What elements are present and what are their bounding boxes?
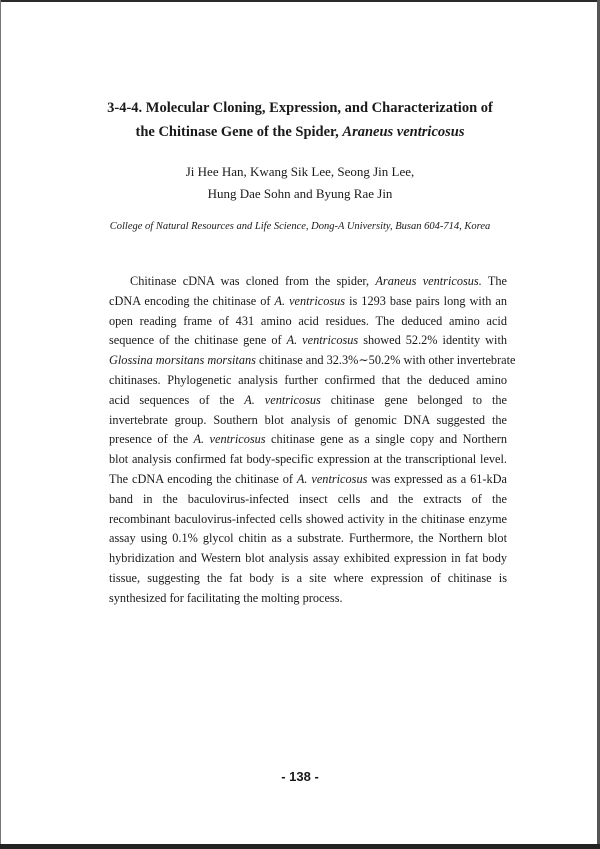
- abstract-line: [109, 589, 507, 609]
- author-list: [120, 161, 480, 205]
- abstract-italic-text: A. ventricosus: [286, 333, 359, 348]
- title-line-2-text: the Chitinase Gene of the Spider,: [135, 124, 343, 140]
- affiliation: College of Natural Resources and Life Science, Dong-A University, Busan 604-714, Korea: [109, 221, 491, 232]
- abstract-text: presence of the: [109, 432, 194, 447]
- abstract-text: blot analysis confirmed fat body-specific expression at the transcriptional level.: [109, 452, 507, 467]
- scan-border-top: [0, 0, 600, 2]
- abstract-line: [109, 312, 507, 332]
- abstract-text: recombinant baculovirus-infected cells showed activity in the chitinase enzyme: [109, 511, 507, 526]
- abstract-line: [109, 549, 507, 569]
- abstract-line: [109, 331, 507, 351]
- abstract-text: hybridization and Western blot analysis assay exhibited expression in fat body: [109, 551, 507, 566]
- abstract-text: chitinase gene belonged to the: [320, 392, 507, 407]
- abstract-text: The: [481, 274, 507, 288]
- abstract-line: [109, 371, 507, 391]
- scan-border-left: [0, 0, 1, 849]
- abstract-text: was expressed as a 61-kDa: [367, 471, 508, 486]
- abstract: [109, 272, 516, 609]
- abstract-italic-text: A. ventricosus: [193, 432, 266, 447]
- abstract-line: [109, 411, 507, 431]
- title-line-2: [60, 120, 540, 144]
- title-line-1: 3-4-4. Molecular Cloning, Expression, and Characterization of: [107, 100, 493, 116]
- abstract-line: [109, 510, 507, 530]
- abstract-line: [109, 529, 507, 549]
- abstract-text: chitinase and 32.3%∼50.2% with other invertebrate: [255, 353, 516, 368]
- abstract-text: The cDNA encoding the chitinase of: [109, 471, 297, 486]
- abstract-text: assay using 0.1% glycol chitin as a substrate. Furthermore, the Northern blot: [109, 531, 507, 546]
- scan-border-bottom: [0, 844, 600, 849]
- abstract-italic-text: A. ventricosus: [296, 471, 368, 486]
- abstract-text: band in the baculovirus-infected insect cells and the extracts of the: [109, 491, 507, 506]
- abstract-line: [109, 470, 507, 490]
- abstract-italic-text: Araneus ventricosus.: [375, 274, 482, 288]
- title-species: Araneus ventricosus: [342, 124, 465, 140]
- abstract-italic-text: A. ventricosus: [274, 293, 346, 308]
- authors-line-2: Hung Dae Sohn and Byung Rae Jin: [207, 186, 393, 201]
- abstract-text: Chitinase cDNA was cloned from the spider,: [130, 274, 376, 288]
- abstract-text: sequence of the chitinase gene of: [109, 333, 287, 348]
- abstract-line: [109, 569, 507, 589]
- abstract-text: invertebrate group. Southern blot analysis of genomic DNA suggested the: [109, 412, 507, 427]
- abstract-italic-text: Glossina morsitans morsitans: [109, 353, 256, 368]
- abstract-line: [109, 391, 507, 411]
- abstract-line: [109, 450, 507, 470]
- abstract-text: acid sequences of the: [109, 392, 245, 407]
- abstract-text: chitinases. Phylogenetic analysis further confirmed that the deduced amino: [109, 372, 507, 387]
- abstract-line: [109, 292, 507, 312]
- abstract-line: [109, 351, 516, 371]
- abstract-italic-text: A. ventricosus: [244, 392, 321, 407]
- abstract-line: [109, 430, 507, 450]
- abstract-line: [109, 272, 507, 292]
- abstract-text: showed 52.2% identity with: [358, 333, 508, 348]
- abstract-text: is 1293 base pairs long with an: [345, 293, 507, 308]
- abstract-text: synthesized for facilitating the molting process.: [109, 590, 343, 605]
- page-number: - 138 -: [281, 769, 319, 784]
- authors-line-1: Ji Hee Han, Kwang Sik Lee, Seong Jin Lee,: [185, 164, 415, 179]
- abstract-line: [109, 490, 507, 510]
- abstract-text: tissue, suggesting the fat body is a site where expression of chitinase is: [109, 570, 507, 585]
- abstract-text: cDNA encoding the chitinase of: [109, 293, 275, 308]
- abstract-text: chitinase gene as a single copy and Northern: [265, 432, 508, 447]
- abstract-text: open reading frame of 431 amino acid residues. The deduced amino acid: [109, 313, 507, 328]
- paper-title: [60, 96, 540, 144]
